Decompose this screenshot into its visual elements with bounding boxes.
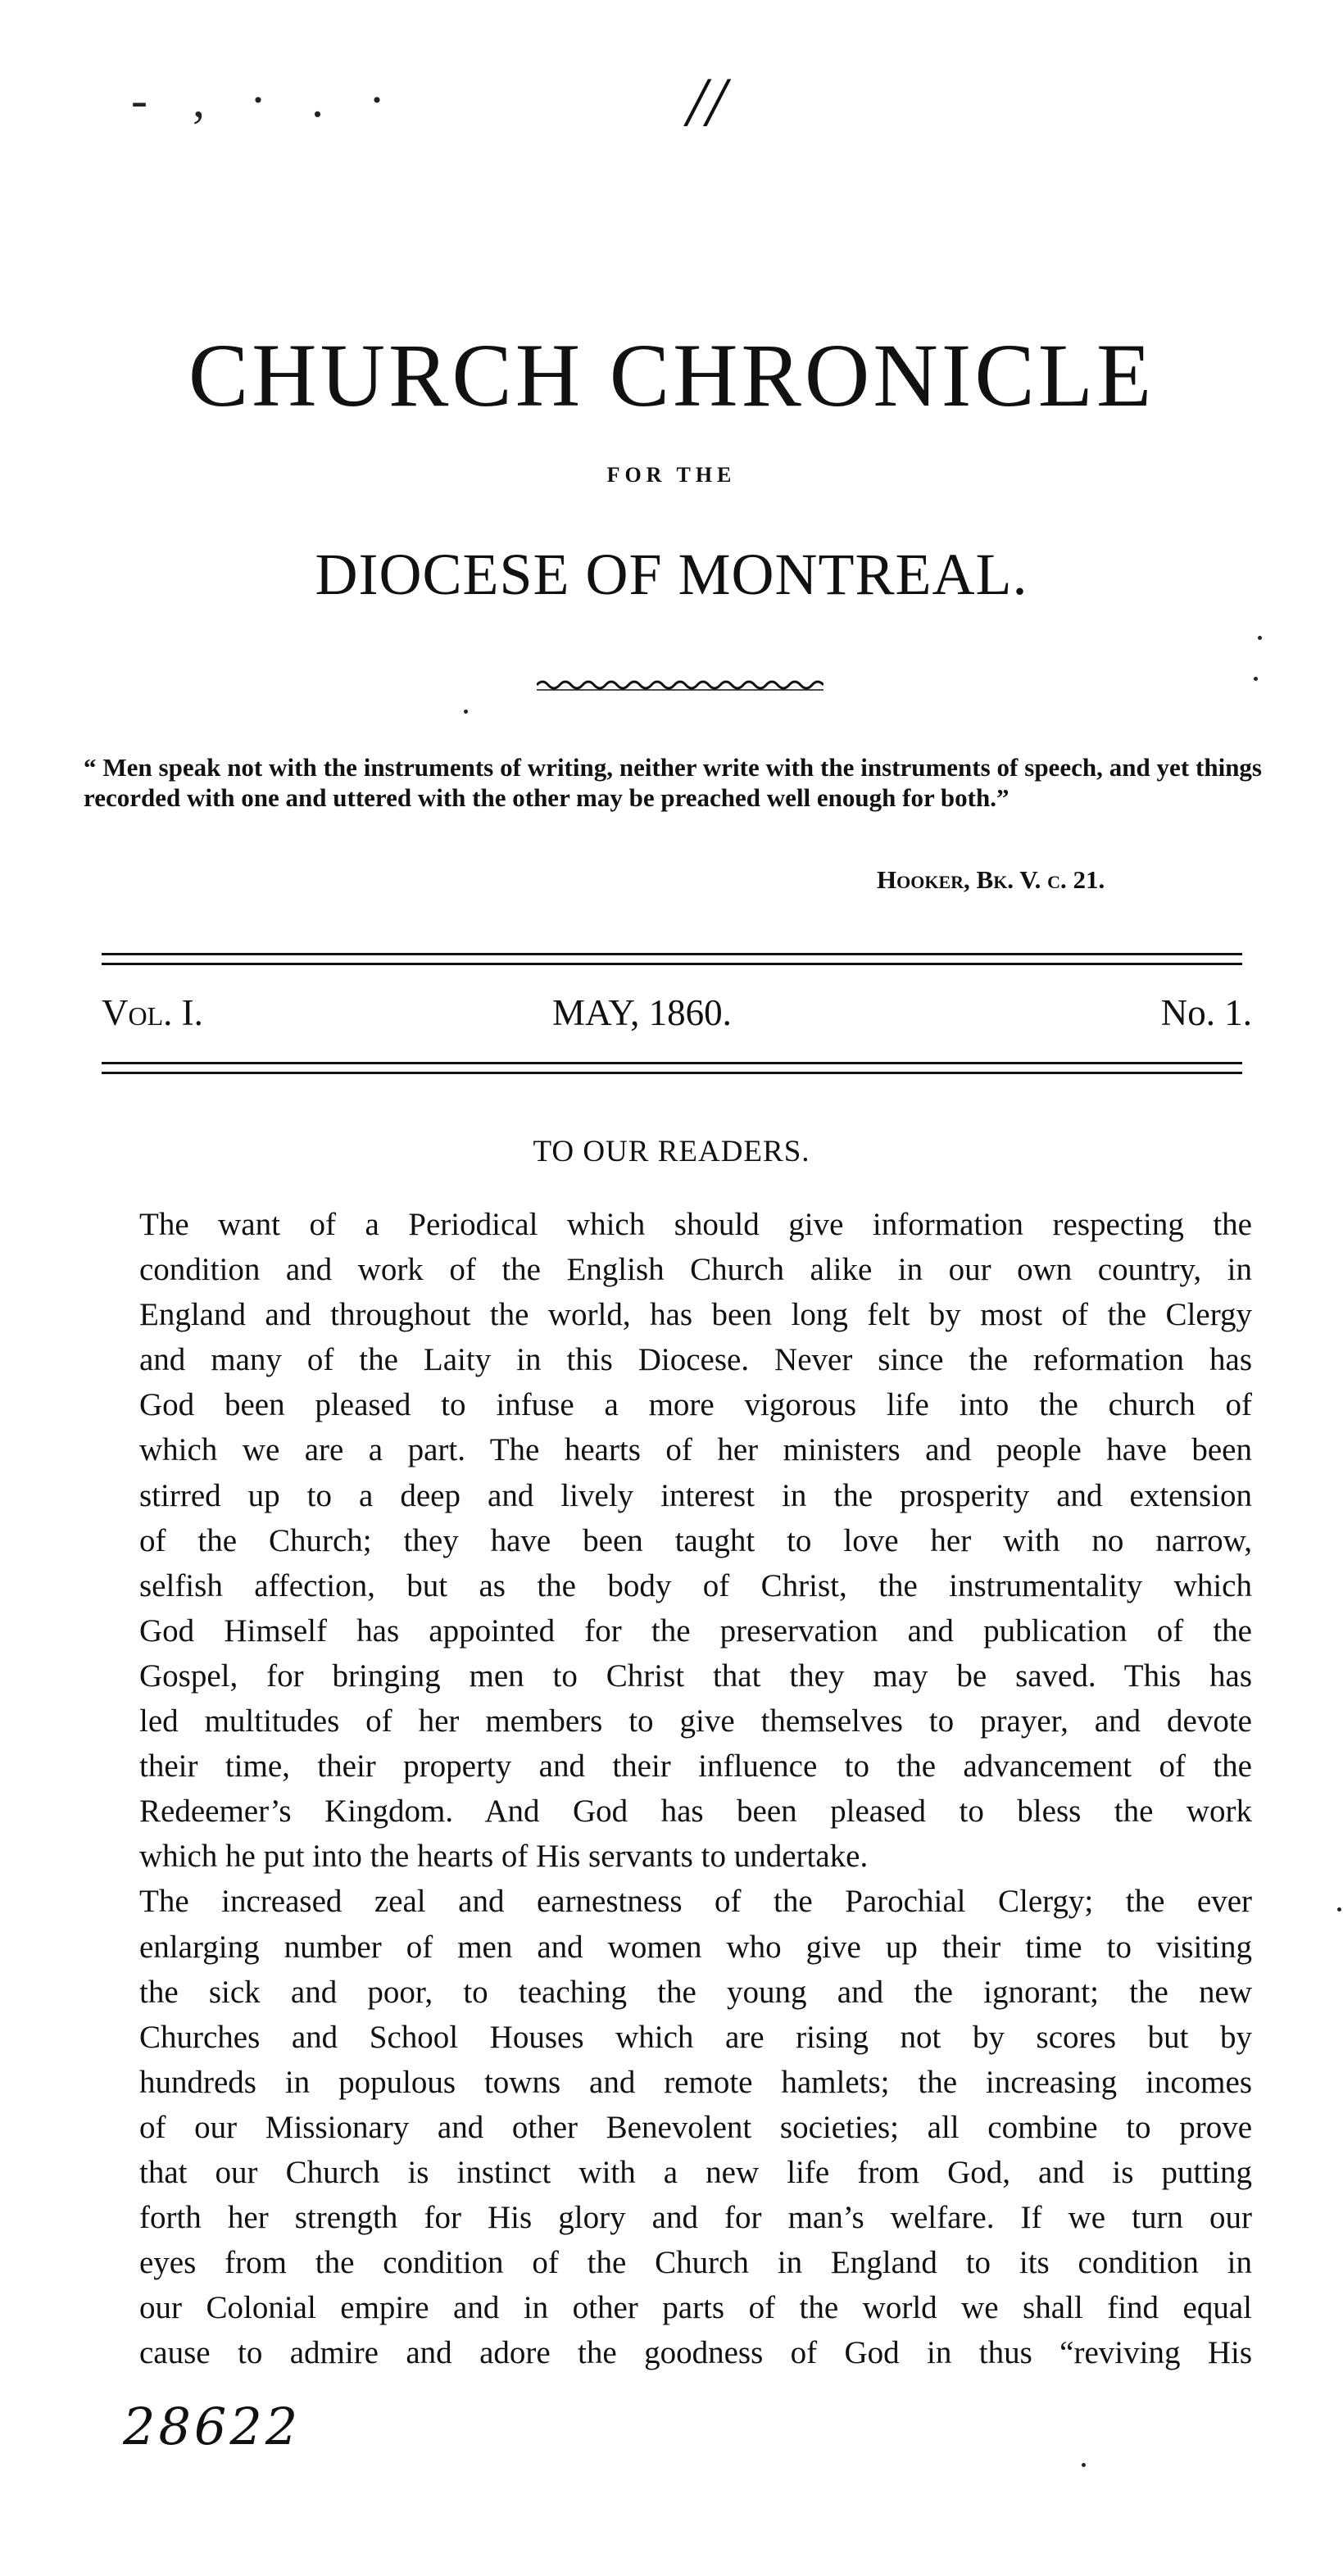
paragraph xyxy=(100,1202,1252,1879)
text-line: cause to admire and adore the goodness of God in thus “reviving His xyxy=(139,2335,1252,2371)
wavy-ornament xyxy=(537,677,823,693)
text-line: The increased zeal and earnestness of the Parochial Clergy; the ever xyxy=(139,1884,1252,1920)
diocese-title: DIOCESE OF MONTREAL. xyxy=(315,542,1028,607)
text-line: led multitudes of her members to give themselves to prayer, and devote xyxy=(139,1703,1252,1739)
masthead-bottom-rule xyxy=(102,1062,1242,1074)
handwritten-accession-number: 28622 xyxy=(123,2397,302,2456)
text-line: Redeemer’s Kingdom. And God has been pleased to bless the work xyxy=(139,1794,1252,1830)
text-line: enlarging number of men and women who give up their time to visiting xyxy=(139,1929,1252,1965)
text-line: which he put into the hearts of His servants to undertake. xyxy=(139,1839,869,1875)
issue-number: No. 1. xyxy=(1160,992,1252,1033)
print-speck xyxy=(1337,1907,1341,1912)
text-line: hundreds in populous towns and remote hamlets; the increasing incomes xyxy=(139,2064,1252,2100)
epigraph-quote: “ Men speak not with the instruments of writing, neither write with the instruments of speech, and yet things recorded with one and uttered with the other may be preached well enough for both.” xyxy=(84,753,1262,812)
print-speck xyxy=(1258,636,1262,640)
title-connector: FOR THE xyxy=(606,463,737,487)
text-line: selfish affection, but as the body of Christ, the instrumentality which xyxy=(139,1567,1252,1603)
text-line: England and throughout the world, has been long felt by most of the Clergy xyxy=(139,1297,1252,1333)
text-line: condition and work of the English Church alike in our own country, in xyxy=(139,1252,1252,1288)
text-line: and many of the Laity in this Diocese. Never since the reformation has xyxy=(139,1342,1252,1378)
pencil-slashes: // xyxy=(687,62,726,141)
print-speck xyxy=(464,710,468,714)
article-body xyxy=(100,1202,1252,2375)
text-line: our Colonial empire and in other parts of the world we shall find equal xyxy=(139,2290,1252,2326)
print-speck xyxy=(1254,677,1258,681)
text-line: God been pleased to infuse a more vigorous life into the church of xyxy=(139,1387,1252,1423)
text-line: eyes from the condition of the Church in England to its condition in xyxy=(139,2245,1252,2281)
text-line: forth her strength for His glory and for man’s welfare. If we turn our xyxy=(139,2200,1252,2236)
text-line: stirred up to a deep and lively interest in the prosperity and extension xyxy=(139,1477,1252,1513)
text-line: Gospel, for bringing men to Christ that they may be saved. This has xyxy=(139,1658,1252,1694)
text-line: Churches and School Houses which are rising not by scores but by xyxy=(139,2019,1252,2055)
text-line: of the Church; they have been taught to love her with no narrow, xyxy=(139,1522,1252,1558)
publication-title: CHURCH CHRONICLE xyxy=(188,325,1155,425)
print-speck xyxy=(1082,2463,1086,2467)
text-line: which we are a part. The hearts of her ministers and people have been xyxy=(139,1432,1252,1468)
section-heading: TO OUR READERS. xyxy=(533,1135,810,1168)
volume-label: Vol. I. xyxy=(102,992,203,1033)
stray-marks: - , · . · xyxy=(131,73,402,127)
text-line: their time, their property and their influence to the advancement of the xyxy=(139,1748,1252,1785)
text-line: The want of a Periodical which should give information respecting the xyxy=(139,1207,1252,1242)
text-line: the sick and poor, to teaching the young and the ignorant; the new xyxy=(139,1974,1252,2010)
issue-date: MAY, 1860. xyxy=(552,992,732,1033)
paragraph xyxy=(100,1879,1252,2375)
masthead-top-rule xyxy=(102,953,1242,965)
text-line: of our Missionary and other Benevolent societies; all combine to prove xyxy=(139,2109,1252,2145)
text-line: God Himself has appointed for the preservation and publication of the xyxy=(139,1612,1252,1649)
epigraph-source: Hooker, Bk. V. c. 21. xyxy=(877,865,1105,894)
text-line: that our Church is instinct with a new life from God, and is putting xyxy=(139,2154,1252,2190)
